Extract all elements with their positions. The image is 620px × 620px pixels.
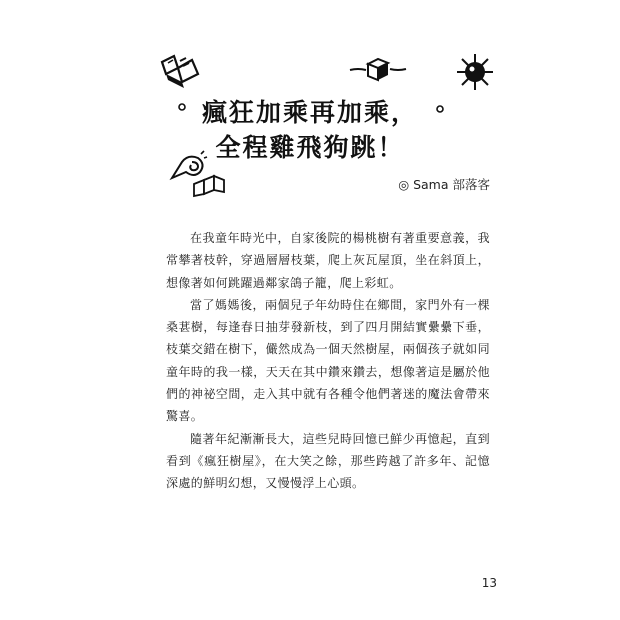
article-body [166,227,490,495]
paragraph: 當了媽媽後，兩個兒子年幼時住在鄉間，家門外有一棵桑葚樹，每逢春日抽芽發新枝，到了四月開結實纍纍下垂，枝葉交錯在樹下，儼然成為一個天然樹屋，兩個孩子就如同童年時的我一樣，天天在其中鑽來鑽去，想像著這是屬於他們的神祕空間，走入其中就有各種令他們著迷的魔法會帶來驚喜。 [166,297,490,424]
page-number: 13 [481,576,497,590]
page-title-line-2: 全程雞飛狗跳！ [215,133,405,162]
book-doodle-icon [156,52,202,90]
paragraph: 隨著年紀漸漸長大，這些兒時回憶已鮮少再憶起，直到看到《瘋狂樹屋》，在大笑之餘，那些跨越了許多年、記憶深處的鮮明幻想，又慢慢浮上心頭。 [166,431,490,491]
cube-doodle-icon [348,54,410,82]
spiky-ball-icon [455,52,495,92]
author-byline: ◎ Sama 部落客 [398,177,490,192]
paragraph: 在我童年時光中，自家後院的楊桃樹有著重要意義，我常攀著枝幹，穿過層層枝葉，爬上灰瓦屋頂，坐在斜頂上，想像著如何跳躍過鄰家鴿子籠，爬上彩虹。 [166,231,490,290]
boxes-doodle-icon [192,172,228,198]
page-title-line-1: 瘋狂加乘再加乘， [201,98,418,127]
